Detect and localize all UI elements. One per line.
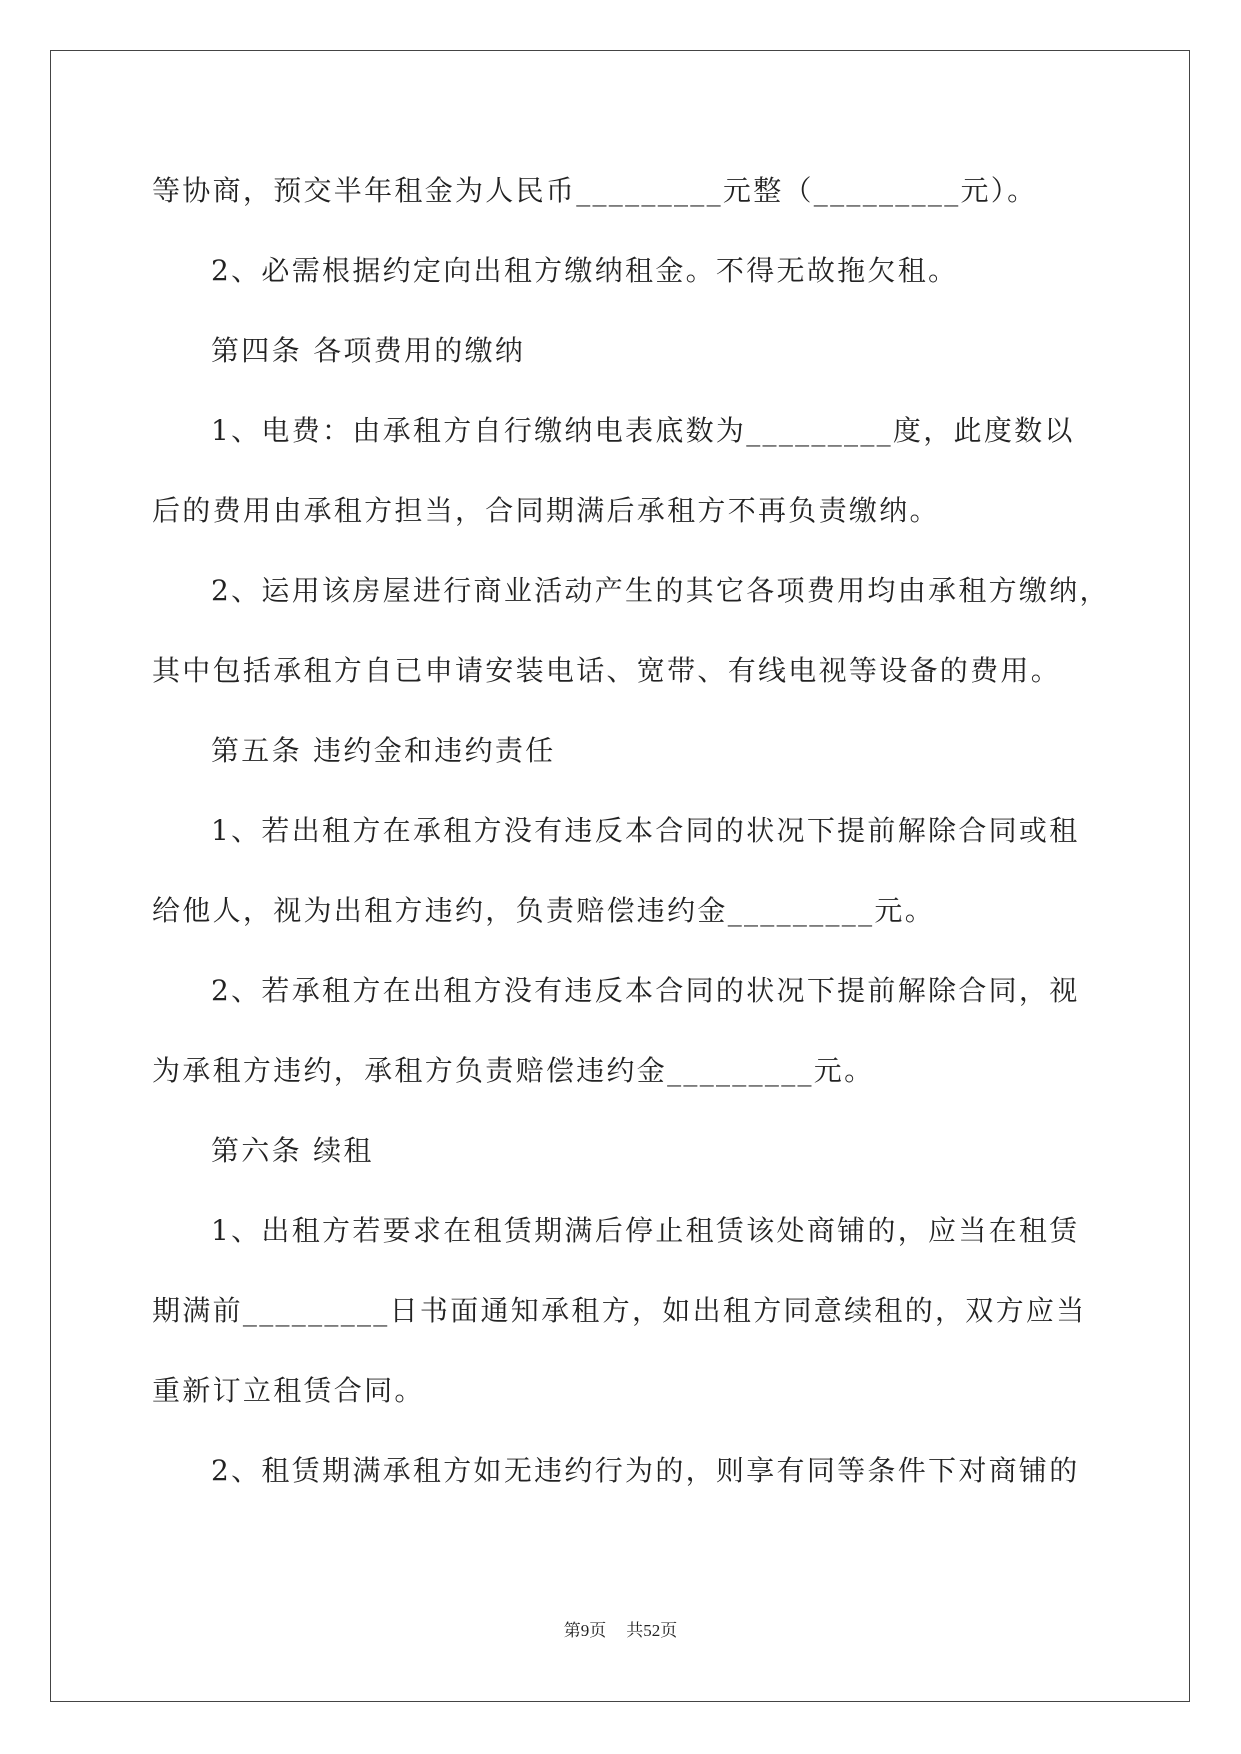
text-line: 其中包括承租方自已申请安装电话、宽带、有线电视等设备的费用。: [152, 654, 1062, 687]
text-line: 2、租赁期满承租方如无违约行为的，则享有同等条件下对商铺的: [211, 1454, 1080, 1487]
page-number: 第9页: [563, 1621, 607, 1640]
text-line: 2、必需根据约定向出租方缴纳租金。不得无故拖欠租。: [211, 254, 959, 287]
section-heading: 第六条 续租: [211, 1134, 374, 1167]
text-line: 为承租方违约，承租方负责赔偿违约金_________元。: [152, 1054, 875, 1087]
text-line: 2、运用该房屋进行商业活动产生的其它各项费用均由承租方缴纳，: [211, 574, 1110, 607]
section-heading: 第四条 各项费用的缴纳: [211, 334, 526, 367]
text-line: 1、若出租方在承租方没有违反本合同的状况下提前解除合同或租: [211, 814, 1080, 847]
text-line: 1、电费：由承租方自行缴纳电表底数为_________度，此度数以: [211, 414, 1075, 447]
text-line: 等协商，预交半年租金为人民币_________元整（_________元）。: [152, 174, 1038, 207]
page-total: 共52页: [626, 1621, 678, 1640]
page-footer: [0, 1619, 1241, 1643]
text-line: 1、出租方若要求在租赁期满后停止租赁该处商铺的，应当在租赁: [211, 1214, 1080, 1247]
section-heading: 第五条 违约金和违约责任: [211, 734, 556, 767]
text-line: 重新订立租赁合同。: [152, 1374, 425, 1407]
text-line: 期满前_________日书面通知承租方，如出租方同意续租的，双方应当: [152, 1294, 1087, 1327]
text-line: 给他人，视为出租方违约，负责赔偿违约金_________元。: [152, 894, 936, 927]
text-line: 后的费用由承租方担当，合同期满后承租方不再负责缴纳。: [152, 494, 940, 527]
text-line: 2、若承租方在出租方没有违反本合同的状况下提前解除合同，视: [211, 974, 1080, 1007]
